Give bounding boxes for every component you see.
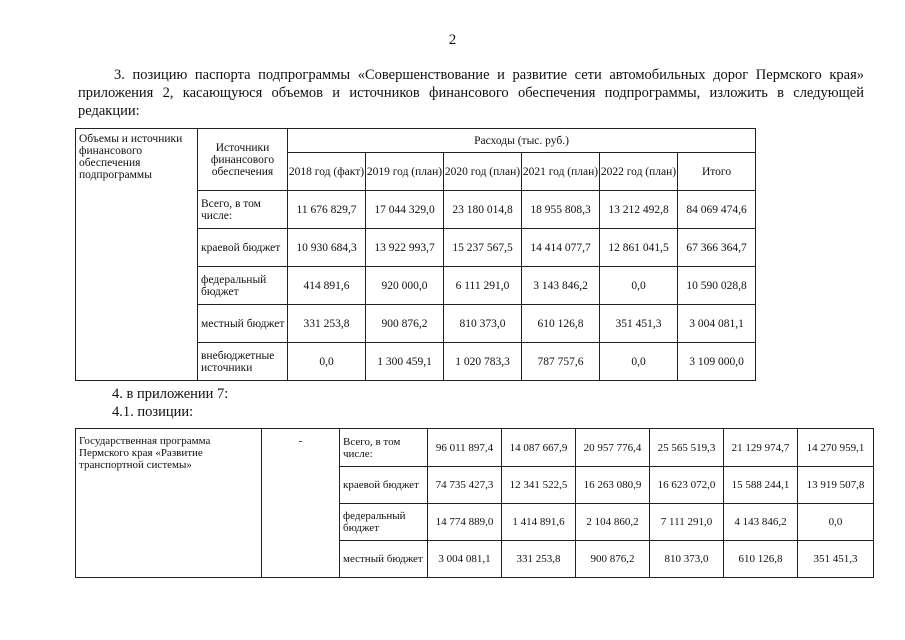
- cell-value: 10 590 028,8: [678, 267, 756, 305]
- cell-value: 3 004 081,1: [678, 305, 756, 343]
- cell-value: 74 735 427,3: [428, 467, 502, 504]
- cell-value: 900 876,2: [366, 305, 444, 343]
- cell-value: 18 955 808,3: [522, 191, 600, 229]
- year-header: 2021 год (план): [522, 153, 600, 191]
- cell-value: 810 373,0: [650, 541, 724, 578]
- cell-value: 16 623 072,0: [650, 467, 724, 504]
- row-label: федеральный бюджет: [340, 504, 428, 541]
- cell-value: 14 774 889,0: [428, 504, 502, 541]
- cell-value: 3 004 081,1: [428, 541, 502, 578]
- row-label: местный бюджет: [340, 541, 428, 578]
- cell-value: 84 069 474,6: [678, 191, 756, 229]
- cell-value: 920 000,0: [366, 267, 444, 305]
- cell-value: 7 111 291,0: [650, 504, 724, 541]
- cell-value: 0,0: [600, 343, 678, 381]
- cell-value: 6 111 291,0: [444, 267, 522, 305]
- cell-value: 14 270 959,1: [798, 429, 874, 467]
- cell-value: 810 373,0: [444, 305, 522, 343]
- cell-value: 13 922 993,7: [366, 229, 444, 267]
- cell-value: 67 366 364,7: [678, 229, 756, 267]
- cell-value: 15 588 244,1: [724, 467, 798, 504]
- row-label: внебюджетные источники: [198, 343, 288, 381]
- page-number: 2: [448, 32, 457, 48]
- expenses-header: Расходы (тыс. руб.): [288, 129, 756, 153]
- cell-value: 21 129 974,7: [724, 429, 798, 467]
- cell-value: 414 891,6: [288, 267, 366, 305]
- cell-value: 14 414 077,7: [522, 229, 600, 267]
- program-dash: -: [262, 429, 340, 578]
- cell-value: 10 930 684,3: [288, 229, 366, 267]
- cell-value: 3 143 846,2: [522, 267, 600, 305]
- cell-value: 331 253,8: [288, 305, 366, 343]
- cell-value: 13 212 492,8: [600, 191, 678, 229]
- row-label: краевой бюджет: [340, 467, 428, 504]
- table-row: [76, 429, 874, 467]
- cell-value: 2 104 860,2: [576, 504, 650, 541]
- year-header: 2022 год (план): [600, 153, 678, 191]
- section-4-heading: 4. в приложении 7:: [112, 386, 229, 402]
- cell-value: 23 180 014,8: [444, 191, 522, 229]
- cell-value: 25 565 519,3: [650, 429, 724, 467]
- cell-value: 0,0: [600, 267, 678, 305]
- row-label: местный бюджет: [198, 305, 288, 343]
- cell-value: 787 757,6: [522, 343, 600, 381]
- cell-value: 1 300 459,1: [366, 343, 444, 381]
- financing-table: [75, 128, 756, 381]
- cell-value: 11 676 829,7: [288, 191, 366, 229]
- cell-value: 17 044 329,0: [366, 191, 444, 229]
- total-header: Итого: [678, 153, 756, 191]
- financing-volume-header: Объемы и источники финансового обеспечения подпрограммы: [76, 129, 198, 381]
- row-label: краевой бюджет: [198, 229, 288, 267]
- cell-value: 610 126,8: [724, 541, 798, 578]
- cell-value: 0,0: [288, 343, 366, 381]
- cell-value: 12 861 041,5: [600, 229, 678, 267]
- cell-value: 96 011 897,4: [428, 429, 502, 467]
- row-label: Всего, в том числе:: [340, 429, 428, 467]
- cell-value: 1 414 891,6: [502, 504, 576, 541]
- sources-header: Источники финансового обеспечения: [198, 129, 288, 191]
- cell-value: 20 957 776,4: [576, 429, 650, 467]
- cell-value: 1 020 783,3: [444, 343, 522, 381]
- cell-value: 14 087 667,9: [502, 429, 576, 467]
- cell-value: 900 876,2: [576, 541, 650, 578]
- cell-value: 12 341 522,5: [502, 467, 576, 504]
- section-41-heading: 4.1. позиции:: [112, 404, 194, 420]
- year-header: 2020 год (план): [444, 153, 522, 191]
- paragraph-3: 3. позицию паспорта подпрограммы «Совершенствование и развитие сети автомобильных дорог Пермского края» приложения 2, касающуюся объемов и источников финансового обеспечения подпрограммы, изложить в следующей редакции:: [78, 67, 864, 119]
- year-header: 2018 год (факт): [288, 153, 366, 191]
- cell-value: 15 237 567,5: [444, 229, 522, 267]
- cell-value: 331 253,8: [502, 541, 576, 578]
- program-name: Государственная программа Пермского края «Развитие транспортной системы»: [76, 429, 262, 578]
- cell-value: 610 126,8: [522, 305, 600, 343]
- row-label: федеральный бюджет: [198, 267, 288, 305]
- row-label: Всего, в том числе:: [198, 191, 288, 229]
- cell-value: 0,0: [798, 504, 874, 541]
- cell-value: 351 451,3: [600, 305, 678, 343]
- program-table: [75, 428, 874, 578]
- cell-value: 351 451,3: [798, 541, 874, 578]
- year-header: 2019 год (план): [366, 153, 444, 191]
- cell-value: 13 919 507,8: [798, 467, 874, 504]
- cell-value: 4 143 846,2: [724, 504, 798, 541]
- cell-value: 16 263 080,9: [576, 467, 650, 504]
- cell-value: 3 109 000,0: [678, 343, 756, 381]
